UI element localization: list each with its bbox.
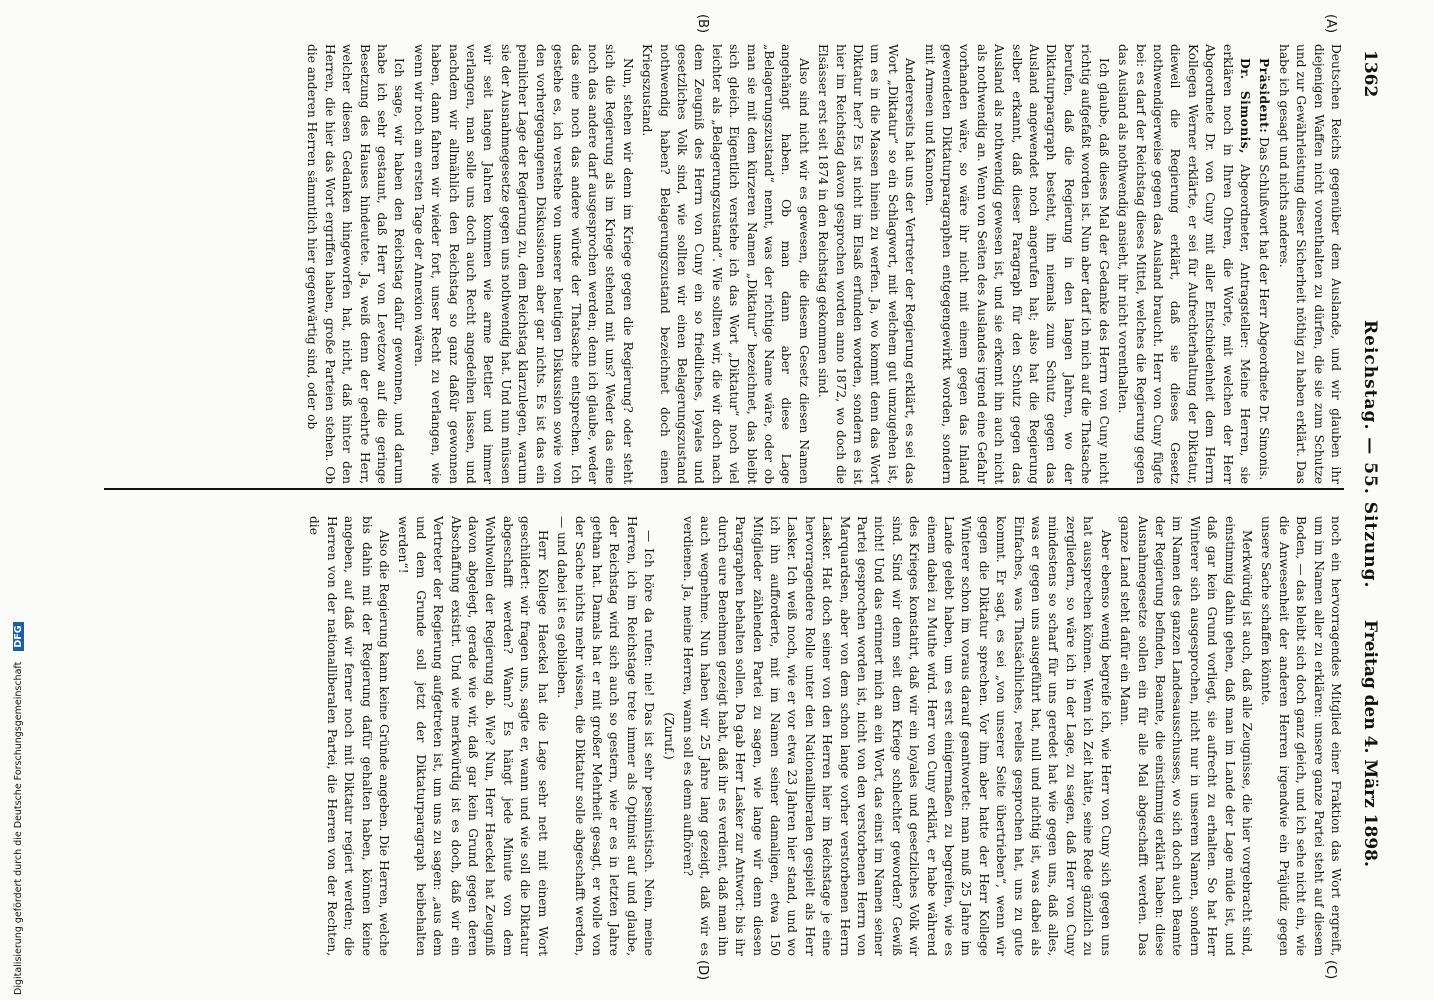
section-marker-d: (D) [695,960,710,981]
page-header [1348,0,1388,1000]
column-divider [104,488,1344,490]
section-marker-a: (A) [1323,14,1338,34]
paragraph-text: Das Schlußwort hat der Herr Abgeordnete Dr. Simonis. [1257,137,1272,481]
page-number: 1362 [1360,50,1380,98]
interjection: (Zuruf.) [661,712,676,760]
speaker-name: Präsident: [1257,58,1272,134]
paragraph: Ich sage, wir haben den Reichstag dafür gewonnen, und darum habe ich sehr gestaunt, daß Herr von Levetzow auf die geringe Besetzung des Hauses hindeutete. Ja, weiß denn der geehrte Herr, welcher diesen Gedanken hingeworfen hat, nicht, daß hinter den Herren, die hier das Wort ergriffen haben, große Parteien stehen. Ob die anderen Herren sämmtlich hier gegenwärtig sind, oder ob [305,44,407,484]
paragraph: Also sind nicht wir es gewesen, die diesem Gesetz diesen Namen angehängt haben. Ob man dann aber diese Lage „Belagerungszustand“ nennt, was der richtige Name wäre, oder ob man sie mit dem kürzeren Namen „Diktatur“ bezeichnet, das bleibt sich gleich. Eigentlich verstehe ich das Wort „Diktatur“ noch viel leichter als „Belagerungszustand“. Wie sollten wir, die wir doch nach dem Zeugniß des Herrn von Cuny ein so friedliches, loyales und gesetzliches Volk sind, wie sollten wir einen Belagerungszustand nothwendig haben? Belagerungszustand bezeichnet doch einen Kriegszustand. [640,44,811,484]
section-marker-b: (B) [695,14,710,34]
rotated-text-block [20,0,1400,1000]
paragraph-text: Abgeordneter, Antragsteller: Meine Herren, sie erklären noch in Ihren Ohren, die Worte, mit welchen der Herr Abgeordnete Dr. von Cuny mit aller Entschiedenheit dem Herrn Kollegen Werner erklärte, er sei für Aufrechterhaltung der Diktatur, dieweil die Regierung erklärt, daß sie dieses Gesetz nothwendigerweise gegen das Ausland braucht. Herr von Cuny fügte bei: es darf der Reichstag dieses Mittel, welches die Regierung gegen das Ausland als nothwendig ansieht, ihr nicht vorenthalten. [1116,44,1252,484]
page-date: Freitag den 4. März 1898. [1360,620,1380,867]
dfg-logo: DFG [13,622,24,650]
paragraph: Merkwürdig ist auch, daß alle Zeugnisse, die hier vorgebracht sind, einstimmig dahin gehen, daß man im Lande der Lage müde ist, und daß gar kein Grund vorliegt, sie aufrecht zu erhalten. So hat Herr Winterer sich ausgesprochen, nicht nur in unserem Namen, sondern im Namen des ganzen Landesausschusses, wo sich doch auch Beamte der Regierung befinden, Beamte, die einstimmig erklärt haben: diese Ausnahmegesetze sollen ein für alle Mal abgeschafft werden. Das ganze Land steht dafür ein Mann. [1118,516,1254,956]
right-text-column [64,516,1344,956]
paragraph [1114,44,1253,484]
paragraph: Andererseits hat uns der Vertreter der Regierung erklärt, es sei das Wort „Diktatur“ so ein Schlagwort, mit welchem gut umzugehen ist, um es in die Massen hinein zu werfen. Ja, wo kommt denn das Wort Diktatur her? Es ist nicht im Elsaß erfunden worden, sondern es ist hier im Reichstag davon gesprochen worden anno 1872, wo doch die Elsässer erst seit 1874 in den Reichstag gekommen sind. [816,44,918,484]
page-title: Reichstag. — 55. Sitzung. [1360,320,1380,589]
paragraph: Ich glaube, daß dieses Mal der Gedanke des Herrn von Cuny nicht richtig aufgefaßt worden ist. Nun aber darf ich mich auf die Thatsache berufen, daß die Regierung in den langen Jahren, wo der Diktaturparagraph besteht, ihn niemals zum Schutz gegen das Ausland angewendet noch angerufen hat; also hat die Regierung selber erkannt, daß dieser Paragraph für den Schutz gegen das Ausland als nothwendig gewesen ist, und sie erkennt ihn auch nicht als nothwendig an. Wenn von Seiten des Auslandes irgend eine Gefahr vorhanden wäre, so wäre ihr nicht mit einem gegen das Inland gewendeten Diktaturparagraphen entgegengewirkt worden, sondern mit Armeen und Kanonen. [922,44,1111,484]
paragraph: Aber ebenso wenig begreife ich, wie Herr von Cuny sich gegen uns hat aussprechen können. Wenn ich Zeit hätte, seine Rede gänzlich zu zergliedern, so wäre ich in der Lage, zu sagen, daß Herr von Cuny mindestens so scharf für uns geredet hat wie gegen uns, daß alles, was er gegen uns ausgeführt hat, null und nichtig ist, was dabei als Einfaches, was Thatsächliches, reelles gesprochen hat, uns zu gute kommt. Er sagt, es sei „von unserer Seite übertrieben“, wenn wir gegen die Diktatur sprechen. Vor ihm aber hatte der Herr Kollege Winterer schon im voraus darauf geantwortet: man muß 25 Jahre im Lande gelebt haben, um es erst einigermaßen zu begreifen, wie es einem dabei zu Muthe wird. Herr von Cuny erklärt, er habe während des Krieges konstatirt, daß wir ein loyales und gesetzliches Volk wir sind. Sind wir denn seit dem Kriege schlechter geworden? Gewiß nicht! Und das erinnert mich an ein Wort, das einst im Namen seiner Partei gesprochen worden ist, nicht von den verstorbenen Herrn von Marquardsen, aber von dem schon lange vorher verstorbenen Herrn Lasker. Hat doch seiner von den Herren hier im Reichstage je eine hervorragendere Rolle unter den Nationalliberalen gespielt als Herr Lasker. Ich weiß noch, wie er vor etwa 23 Jahren hier stand, und wo ich ihn aufforderte, mit im Namen seiner damaligen, etwa 150 Mitglieder zählenden Partei zu sagen, wie lange wir denn diesen Paragraphen behalten sollen. Da gab Herr Lasker zur Antwort: bis ihr durch eure Benehmen gezeigt habt, daß ihr es verdient, daß man ihn auch wegnehme. Nun haben wir 25 Jahre lang gezeigt, daß wir es verdienen. Ja, meine Herren, wann soll es denn aufhören? [680,516,1113,956]
paragraph: Herr Kollege Haeckel hat die Lage sehr nett mit einem Wort geschildert: wir fragen uns, sagte er, wann und wie soll die Diktatur abgeschafft werden? Wann? Es hängt jede Minute von dem Wohlwollen der Regierung ab. Wie? Nun, Herr Haeckel hat Zeugniß davon abgelegt, gerade wie wir, daß gar kein Grund gegen deren Abschaffung existirt. Und wie merkwürdig ist es doch, daß wir ein Vertreter der Regierung aufgetreten ist, um uns zu sagen: „aus dem und dem Grunde soll jetzt der Diktaturparagraph beibehalten werden“! [396,516,550,956]
paragraph [1255,44,1272,484]
left-text-column [64,44,1344,484]
speaker-name: Dr. Simonis, [1237,58,1252,154]
paragraph: noch ein hervorragendes Mitglied einer Fraktion das Wort ergreift, um im Namen aller zu erklären: unsere ganze Partei steht auf diesem Boden, — das bleibt sich doch ganz gleich, und ich sehe nicht ein, wie die Anwesenheit der anderen Herren irgendwie ein Präjudiz gegen unsere Sache schaffen könnte. [1259,516,1343,956]
credit-text: Digitalisierung gefördert durch die Deutsche Forschungsgemeinschaft [13,661,24,995]
paragraph: — Ich höre da rufen: nie! Das ist sehr pessimistisch. Nein, meine Herren, ich im Reichstage trete immer als Optimist auf und glaube, der Reichstag wird sich auch so gestern, wie er es in letzten Jahre gethan hat. Damals hat er mit großer Mehrheit gesagt, er wolle von der Sache nichts mehr wissen, die Diktatur solle abgeschafft werden, — und dabei ist es geblieben. [555,516,657,956]
paragraph: Also die Regierung kann keine Gründe angeben. Die Herren, welche bis dahin mit der Regierung dafür gehalten haben, können keine angeben, auf daß wir ferner noch mit Diktatur regiert werden; die Herren von der nationalliberalen Partei, die Herren von der Rechten, die [307,516,392,956]
paragraph: Deutschen Reichs gegenüber dem Auslande, und wir glauben ihr diejenigen Waffen nicht vorenthalten zu dürfen, die sie zum Schutze und zur Gewährleistung dieser Sicherheit nöthig zu haben erklärt. Das habe ich gesagt und nichts anderes. [1276,44,1343,484]
digitization-credit [6,575,24,995]
section-marker-c: (C) [1323,960,1338,980]
paragraph: Nun, stehen wir denn im Kriege gegen die Regierung? oder steht sich die Regierung als im Kriege stehend mit uns? Weder das eine noch das andere darf ausgesprochen werden; denn ich glaube, weder das eine noch das andere würde der Thatsache entsprechen. Ich gestehe es, ich verstehe von unserer heutigen Diskussion sowie von den vorhergegangenen Diskussionen aber gar nichts. Es ist das ein peinlicher Lage der Regierung zu, dem Reichstag klarzulegen, warum sie der Ausnahmegesetze gegen uns nothwendig hat. Und nun müssen wir seit langen Jahren kommen wie arme Bettler und immer verlangen, man solle uns doch auch Recht angedeihen lassen, und nachdem wir allmählich den Reichstag so ganz daßür gewonnen haben, dann fahren wir wieder fort, unser Recht zu verlangen, wie wenn wir noch am ersten Tage der Annexion wären. [411,44,635,484]
